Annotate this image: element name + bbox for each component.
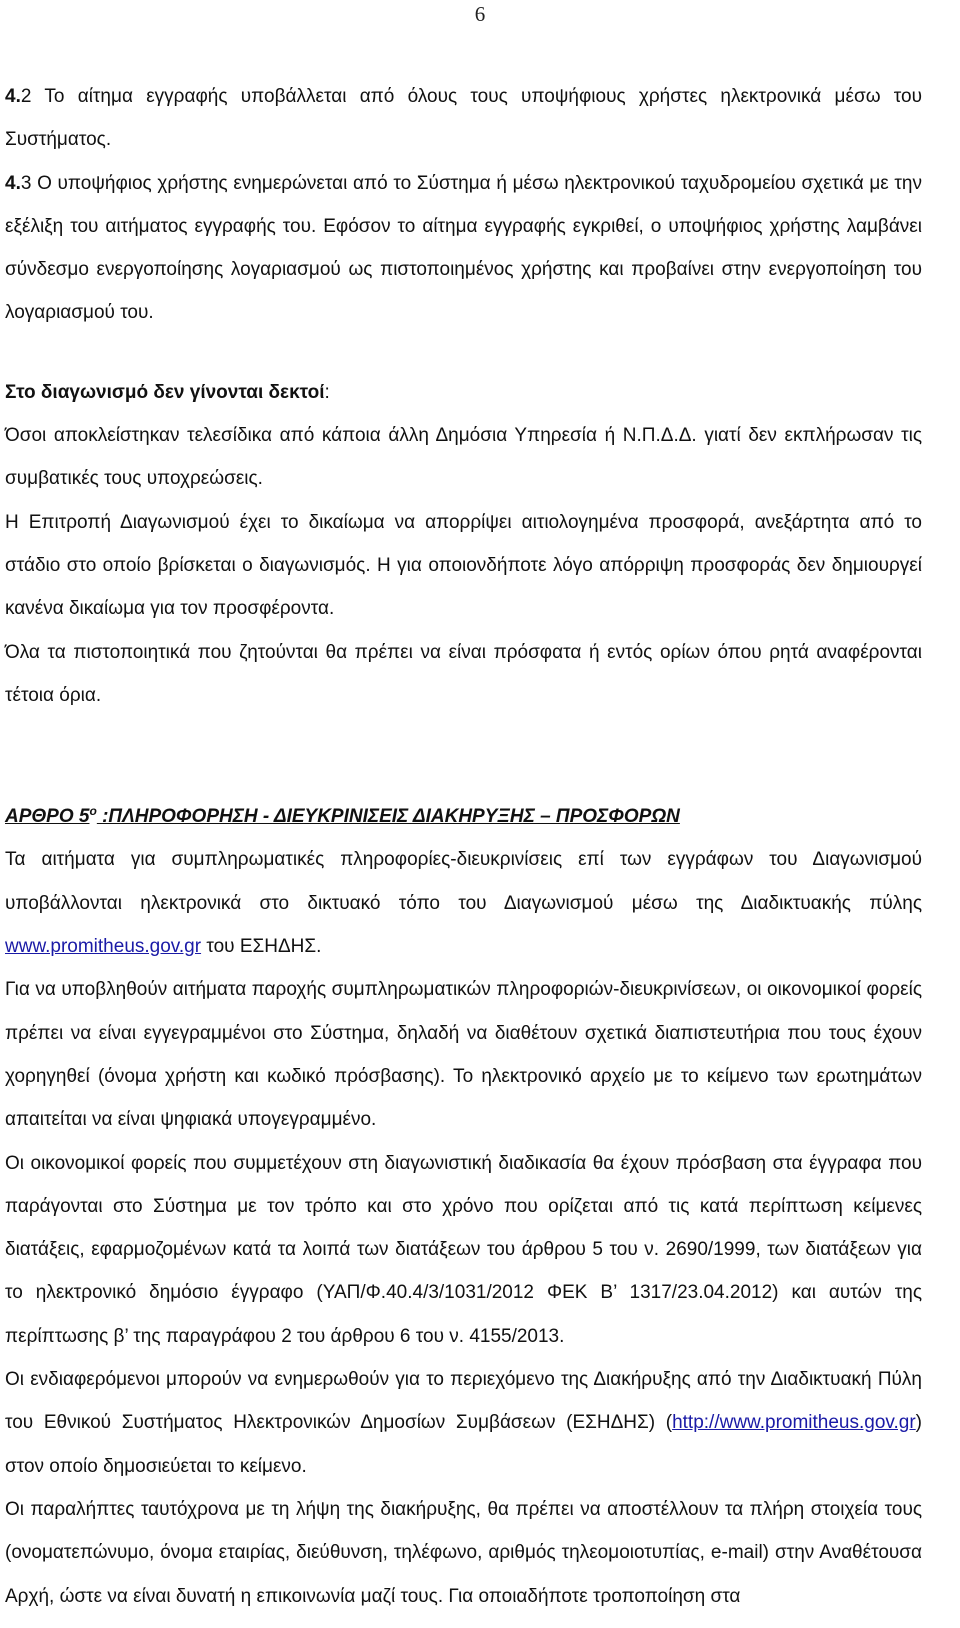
paragraph-text: Οι ενδιαφερόμενοι μπορούν να ενημερωθούν για το περιεχόμενο της Διακήρυξης από την Διαδικτυακή Πύλη του Εθνικού Συστήματος Ηλεκτρονικών Δημοσίων Συμβάσεων (ΕΣΗΔΗΣ) ( — [5, 1369, 922, 1434]
paragraph-text: ) στον οποίο δημοσιεύεται το κείμενο. — [5, 1412, 922, 1477]
paragraph-4-2 — [5, 75, 922, 162]
document-body — [5, 75, 922, 1618]
not-accepted-paragraph-1: Όσοι αποκλείστηκαν τελεσίδικα από κάποια άλλη Δημόσια Υπηρεσία ή Ν.Π.Δ.Δ. γιατί δεν εκπλήρωσαν τις συμβατικές τους υποχρεώσεις. — [5, 425, 922, 490]
promitheus-link[interactable]: www.promitheus.gov.gr — [5, 936, 202, 958]
paragraph-4-3 — [5, 162, 922, 335]
article-5-paragraph-2: Για να υποβληθούν αιτήματα παροχής συμπληρωματικών πληροφοριών-διευκρινίσεων, οι οικονομικοί φορείς πρέπει να είναι εγγεγραμμένοι στο Σύστημα, δηλαδή να διαθέτουν σχετικά διαπιστευτήρια που τους έχουν χορηγηθεί (όνομα χρήστη και κωδικό πρόσβασης). Το ηλεκτρονικό αρχείο με το κείμενο των ερωτημάτων απαιτείται να είναι ψηφιακά υπογεγραμμένο. — [5, 979, 922, 1131]
not-accepted-paragraph-2: Η Επιτροπή Διαγωνισμού έχει το δικαίωμα να απορρίψει αιτιολογημένα προσφορά, ανεξάρτητα από το στάδιο στο οποίο βρίσκεται ο διαγωνισμός. Η για οποιονδήποτε λόγο απόρριψη προσφοράς δεν δημιουργεί κανένα δικαίωμα για τον προσφέροντα. — [5, 511, 922, 620]
promitheus-http-link[interactable]: http://www.promitheus.gov.gr — [672, 1412, 916, 1434]
heading-text: Στο διαγωνισμό δεν γίνονται δεκτοί — [5, 381, 325, 403]
section-number: 4. — [5, 86, 21, 107]
not-accepted-heading — [5, 371, 922, 414]
paragraph-text: 2 Το αίτημα εγγραφής υποβάλλεται από όλους τους υποψήφιους χρήστες ηλεκτρονικά μέσω του Συστήματος. — [5, 86, 922, 151]
article-5-heading — [5, 795, 922, 838]
heading-colon: : — [324, 381, 330, 403]
article-5-paragraph-4 — [5, 1358, 922, 1488]
page-number: 6 — [474, 2, 486, 26]
not-accepted-paragraph-3: Όλα τα πιστοποιητικά που ζητούνται θα πρέπει να είναι πρόσφατα ή εντός ορίων όπου ρητά αναφέρονται τέτοια όρια. — [5, 641, 922, 706]
article-5-paragraph-1 — [5, 838, 922, 968]
article-heading-prefix: ΑΡΘΡΟ 5 — [5, 806, 90, 828]
spacer — [5, 717, 922, 795]
article-5-paragraph-5: Οι παραλήπτες ταυτόχρονα με τη λήψη της διακήρυξης, θα πρέπει να αποστέλλουν τα πλήρη στοιχεία τους (ονοματεπώνυμο, όνομα εταιρίας, διεύθυνση, τηλέφωνο, αριθμός τηλεομοιοτυπίας, e-mail) στην Αναθέτουσα Αρχή, ώστε να είναι δυνατή η επικοινωνία μαζί τους. Για οποιαδήποτε τροποποίηση στα — [5, 1498, 922, 1607]
article-heading-sup: ο — [89, 804, 97, 819]
article-heading-title: :ΠΛΗΡΟΦΟΡΗΣΗ - ΔΙΕΥΚΡΙΝΙΣΕΙΣ ΔΙΑΚΗΡΥΞΗΣ – ΠΡΟΣΦΟΡΩΝ — [96, 806, 680, 828]
paragraph-text: 3 Ο υποψήφιος χρήστης ενημερώνεται από το Σύστημα ή μέσω ηλεκτρονικού ταχυδρομείου σχετικά με την εξέλιξη του αιτήματος εγγραφής του. Εφόσον το αίτημα εγγραφής εγκριθεί, ο υποψήφιος χρήστης λαμβάνει σύνδεσμο ενεργοποίησης λογαριασμού ως πιστοποιημένος χρήστης και προβαίνει στην ενεργοποίηση του λογαριασμού του. — [5, 172, 922, 324]
article-5-paragraph-3: Οι οικονομικοί φορείς που συμμετέχουν στη διαγωνιστική διαδικασία θα έχουν πρόσβαση στα έγγραφα που παράγονται στο Σύστημα με τον τρόπο και στο χρόνο που ορίζεται από τις κατά περίπτωση κείμενες διατάξεις, εφαρμοζομένων κατά τα λοιπά των διατάξεων του άρθρου 5 του ν. 2690/1999, των διατάξεων για το ηλεκτρονικό δημόσιο έγγραφο (ΥΑΠ/Φ.40.4/3/1031/2012 ΦΕΚ Β’ 1317/23.04.2012) και αυτών της περίπτωσης β’ της παραγράφου 2 του άρθρου 6 του ν. 4155/2013. — [5, 1152, 922, 1347]
spacer — [5, 335, 922, 371]
paragraph-text: Τα αιτήματα για συμπληρωματικές πληροφορίες-διευκρινίσεις επί των εγγράφων του Διαγωνισμού υποβάλλονται ηλεκτρονικά στο δικτυακό τόπο του Διαγωνισμού μέσω της Διαδικτυακής πύλης — [5, 849, 922, 914]
section-number: 4. — [5, 172, 21, 194]
paragraph-text: του ΕΣΗΔΗΣ. — [201, 936, 322, 958]
